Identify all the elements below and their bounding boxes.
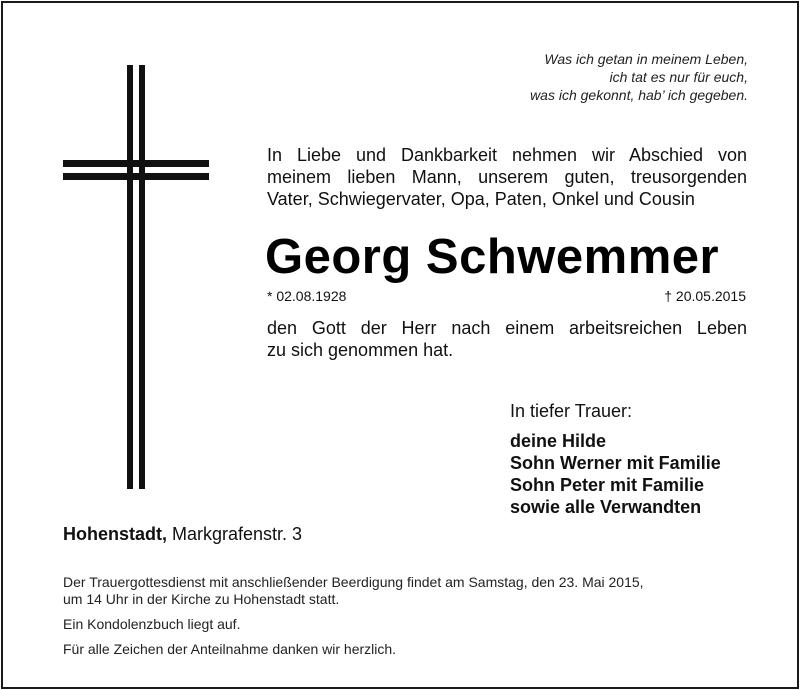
address-town: Hohenstadt, — [63, 524, 168, 544]
poem-line: Was ich getan in meinem Leben, — [544, 51, 748, 67]
mourner-entry: Sohn Peter mit Familie — [510, 475, 705, 495]
mourner-entry: deine Hilde — [510, 431, 607, 451]
thanks-text: Für alle Zeichen der Anteilnahme danken wir herzlich. — [63, 641, 397, 657]
cross-icon-vertical-bar-left — [127, 65, 133, 489]
cross-icon-vertical-bar-right — [139, 65, 145, 489]
address-street: Markgrafenstr. 3 — [167, 524, 303, 544]
intro-line: Vater, Schwiegervater, Opa, Paten, Onkel und Cousin — [267, 189, 695, 209]
deceased-name: Georg Schwemmer — [265, 230, 720, 284]
service-line: Der Trauergottesdienst mit anschließender Beerdigung findet am Samstag, den 23. Mai 2015, — [63, 574, 644, 590]
memorial-poem — [473, 50, 748, 104]
obituary-notice — [1, 1, 799, 689]
farewell-intro — [267, 144, 747, 210]
intro-line: meinem lieben Mann, unserem guten, treusorgenden — [267, 167, 747, 187]
service-line: um 14 Uhr in der Kirche zu Hohenstadt statt. — [63, 591, 340, 607]
condolence-book-text: Ein Kondolenzbuch liegt auf. — [63, 616, 241, 632]
poem-line: ich tat es nur für euch, — [609, 69, 748, 85]
service-information — [63, 574, 753, 658]
mourners-list — [510, 430, 721, 518]
birth-date: * 02.08.1928 — [267, 288, 347, 304]
poem-line: was ich gekonnt, hab’ ich gegeben. — [530, 87, 748, 103]
mourner-entry: Sohn Werner mit Familie — [510, 453, 721, 473]
outro-line: den Gott der Herr nach einem arbeitsreichen Leben — [267, 318, 747, 338]
farewell-outro — [267, 317, 747, 361]
mourner-entry: sowie alle Verwandten — [510, 497, 702, 517]
cross-icon-horizontal-bar-top — [63, 160, 209, 167]
funeral-service-text — [63, 574, 753, 608]
death-date: † 20.05.2015 — [664, 288, 746, 304]
intro-line: In Liebe und Dankbarkeit nehmen wir Abschied von — [267, 145, 747, 165]
cross-icon-horizontal-bar-bottom — [63, 173, 209, 180]
mourning-title: In tiefer Trauer: — [510, 401, 633, 421]
family-address — [63, 524, 302, 545]
outro-line: zu sich genommen hat. — [267, 340, 454, 360]
